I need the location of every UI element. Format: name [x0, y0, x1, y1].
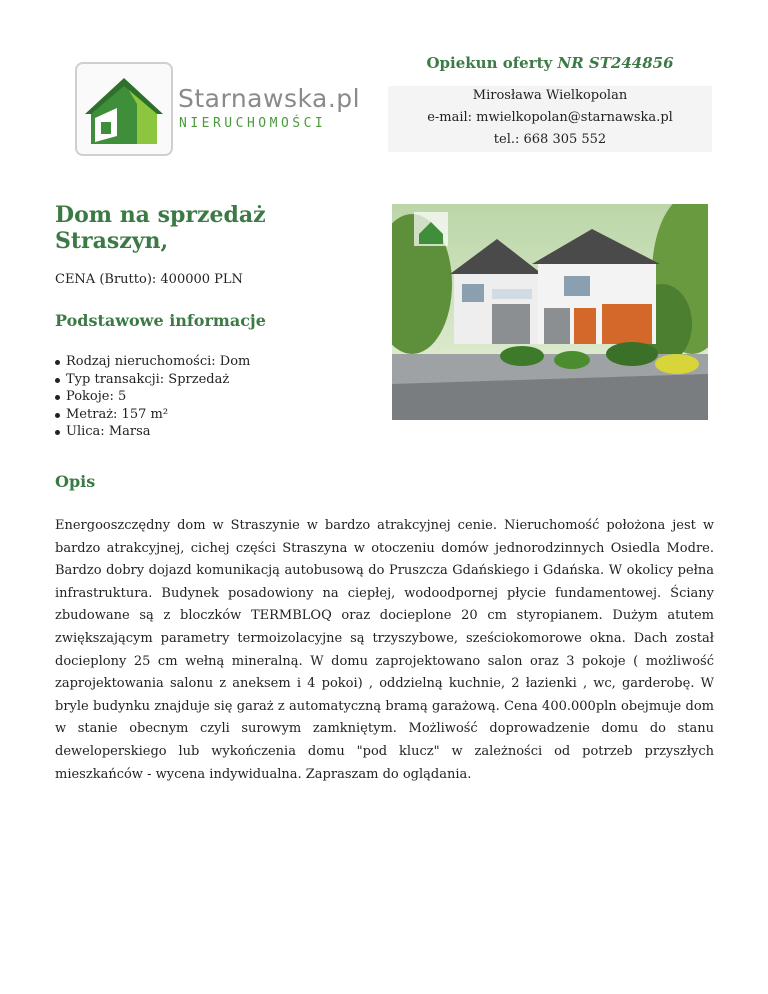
logo-subtitle: NIERUCHOMOŚCI: [179, 116, 327, 131]
property-photo: [392, 204, 708, 420]
list-item: Rodzaj nieruchomości: Dom: [55, 353, 250, 371]
listing-price: CENA (Brutto): 400000 PLN: [55, 272, 243, 287]
offer-agent-label: Opiekun oferty: [426, 54, 553, 72]
contact-box: [388, 86, 712, 152]
offer-number: NR ST244856: [557, 54, 674, 72]
description-heading: Opis: [55, 472, 96, 491]
basic-info-heading: Podstawowe informacje: [55, 311, 266, 330]
listing-title: [55, 202, 375, 254]
agent-email[interactable]: e-mail: mwielkopolan@starnawska.pl: [427, 110, 673, 125]
listing-title-line1: Dom na sprzedaż: [55, 202, 266, 228]
description-text: Energooszczędny dom w Straszynie w bardzo atrakcyjnej cenie. Nieruchomość położona jest w bardzo atrakcyjnej, cichej części Straszyna w otoczeniu domów jednorodzinnych Osiedla Modre. Bardzo dobry dojazd komunikacją autobusową do Pruszcza Gdańskiego i Gdańska. W okolicy pełna infrastruktura. Budynek posadowiony na ciepłej, wodoodpornej płycie fundamentowej. Ściany zbudowane są z bloczków TERMBLOQ oraz docieplone 20 cm styropianem. Dużym atutem zwiększającym parametry termoizolacyjne są trzyszybowe, sześciokomorowe okna. Dach został docieplony 25 cm wełną mineralną. W domu zaprojektowano salon oraz 3 pokoje ( możliwość zaprojektowania salonu z aneksem i 4 pokoi) , oddzielną kuchnie, 2 łazienki , wc, garderobę. W bryle budynku znajduje się garaż z automatyczną bramą garażową. Cena 400.000pln obejmuje dom w stanie obecnym czyli surowym zamkniętym. Możliwość doprowadzenie domu do stanu deweloperskiego lub wykończenia domu "pod klucz" w zależności od potrzeb przyszłych mieszkańców - wycena indywidualna. Zapraszam do oglądania.: [55, 518, 714, 782]
basic-info-list: [55, 353, 250, 441]
agent-name: Mirosława Wielkopolan: [472, 88, 628, 103]
house-logo-icon: [75, 62, 173, 156]
list-item: Metraż: 157 m²: [55, 406, 250, 424]
listing-title-line2: Straszyn,: [55, 228, 169, 254]
list-item: Ulica: Marsa: [55, 423, 250, 441]
agent-phone[interactable]: tel.: 668 305 552: [493, 132, 607, 147]
company-logo: [75, 62, 361, 158]
list-item: Pokoje: 5: [55, 388, 250, 406]
offer-agent-title: [388, 54, 712, 72]
list-item: Typ transakcji: Sprzedaż: [55, 371, 250, 389]
logo-name: Starnawska.pl: [178, 84, 361, 113]
